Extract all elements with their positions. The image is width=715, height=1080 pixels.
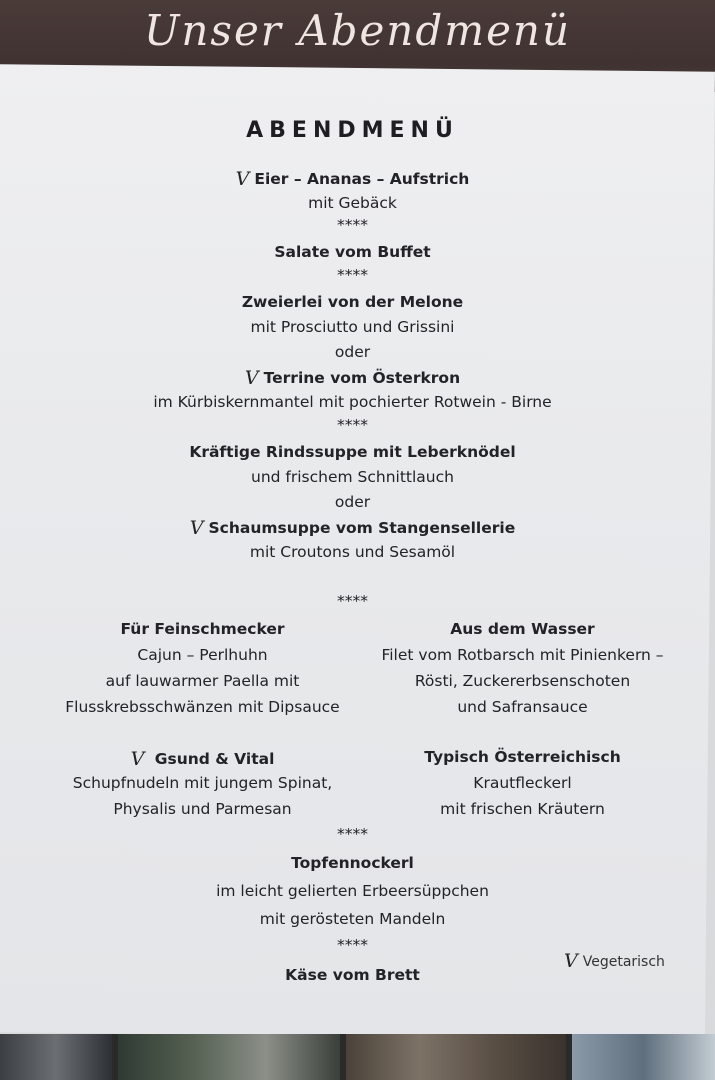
separator: **** bbox=[337, 216, 368, 234]
separator: **** bbox=[337, 266, 368, 284]
vegetarian-icon: V bbox=[235, 168, 250, 190]
photo-thumbnail bbox=[572, 1034, 715, 1080]
main-right-2-line: mit frischen Kräutern bbox=[440, 800, 605, 818]
main-left-2-title-row bbox=[20, 748, 385, 774]
course1-title-row bbox=[0, 168, 705, 190]
vegetarian-icon: V bbox=[189, 517, 204, 539]
main-left-2 bbox=[20, 748, 385, 826]
separator: **** bbox=[337, 592, 368, 610]
course1-desc: mit Gebäck bbox=[308, 194, 397, 212]
course1-title: Eier – Ananas – Aufstrich bbox=[254, 170, 470, 188]
photo-thumbnail bbox=[118, 1034, 340, 1080]
cheese-title: Käse vom Brett bbox=[285, 966, 420, 984]
soup-a-title: Kräftige Rindssuppe mit Leberknödel bbox=[189, 443, 516, 461]
main-left-1-line: Cajun – Perlhuhn bbox=[137, 646, 268, 664]
main-left-1-line: auf lauwarmer Paella mit bbox=[105, 672, 300, 690]
separator: **** bbox=[337, 936, 368, 954]
vegetarian-icon: V bbox=[244, 367, 259, 389]
vegetarian-icon: V bbox=[130, 748, 145, 770]
main-right-2-title: Typisch Österreichisch bbox=[424, 748, 621, 766]
soup-a-desc: und frischem Schnittlauch bbox=[251, 468, 454, 486]
or-label: oder bbox=[334, 343, 371, 361]
banner-title: Unser Abendmenü bbox=[143, 6, 572, 55]
soup-b-title-row bbox=[0, 517, 705, 539]
main-right-2 bbox=[350, 748, 695, 826]
starter-a-title: Zweierlei von der Melone bbox=[241, 293, 464, 311]
starter-b-title: Terrine vom Österkron bbox=[263, 369, 461, 387]
dessert-title: Topfennockerl bbox=[291, 854, 414, 872]
legend-label: Vegetarisch bbox=[582, 954, 665, 970]
course2-title: Salate vom Buffet bbox=[274, 243, 431, 261]
dessert-line: im leicht gelierten Erbeersüppchen bbox=[216, 882, 489, 900]
dessert-line: mit gerösteten Mandeln bbox=[259, 910, 446, 928]
vegetarian-legend bbox=[564, 950, 665, 972]
or-label: oder bbox=[334, 493, 371, 511]
main-right-2-line: Krautfleckerl bbox=[473, 774, 572, 792]
soup-b-desc: mit Croutons und Sesamöl bbox=[249, 543, 456, 561]
main-left-1 bbox=[20, 620, 385, 724]
soup-b-title: Schaumsuppe vom Stangensellerie bbox=[208, 519, 516, 537]
photo-thumbnail bbox=[0, 1034, 112, 1080]
starter-b-desc: im Kürbiskernmantel mit pochierter Rotwein - Birne bbox=[153, 393, 552, 411]
main-right-1 bbox=[350, 620, 695, 724]
main-right-1-line: Rösti, Zuckererbsenschoten bbox=[414, 672, 631, 690]
photo-thumbnail bbox=[346, 1034, 566, 1080]
separator: **** bbox=[337, 825, 368, 843]
main-right-1-line: Filet vom Rotbarsch mit Pinienkern – bbox=[381, 646, 664, 664]
main-right-1-title: Aus dem Wasser bbox=[450, 620, 595, 638]
main-left-2-line: Physalis und Parmesan bbox=[113, 800, 292, 818]
photo-strip bbox=[0, 1034, 715, 1080]
main-left-1-line: Flusskrebsschwänzen mit Dipsauce bbox=[65, 698, 340, 716]
starter-b-title-row bbox=[0, 367, 705, 389]
main-left-2-title: Gsund & Vital bbox=[154, 750, 275, 768]
menu-heading: ABENDMENÜ bbox=[246, 118, 459, 143]
main-left-2-line: Schupfnudeln mit jungem Spinat, bbox=[72, 774, 333, 792]
separator: **** bbox=[337, 416, 368, 434]
main-left-1-title: Für Feinschmecker bbox=[120, 620, 285, 638]
starter-a-desc: mit Prosciutto und Grissini bbox=[250, 318, 455, 336]
main-right-1-line: und Safransauce bbox=[457, 698, 588, 716]
vegetarian-icon: V bbox=[564, 950, 578, 972]
